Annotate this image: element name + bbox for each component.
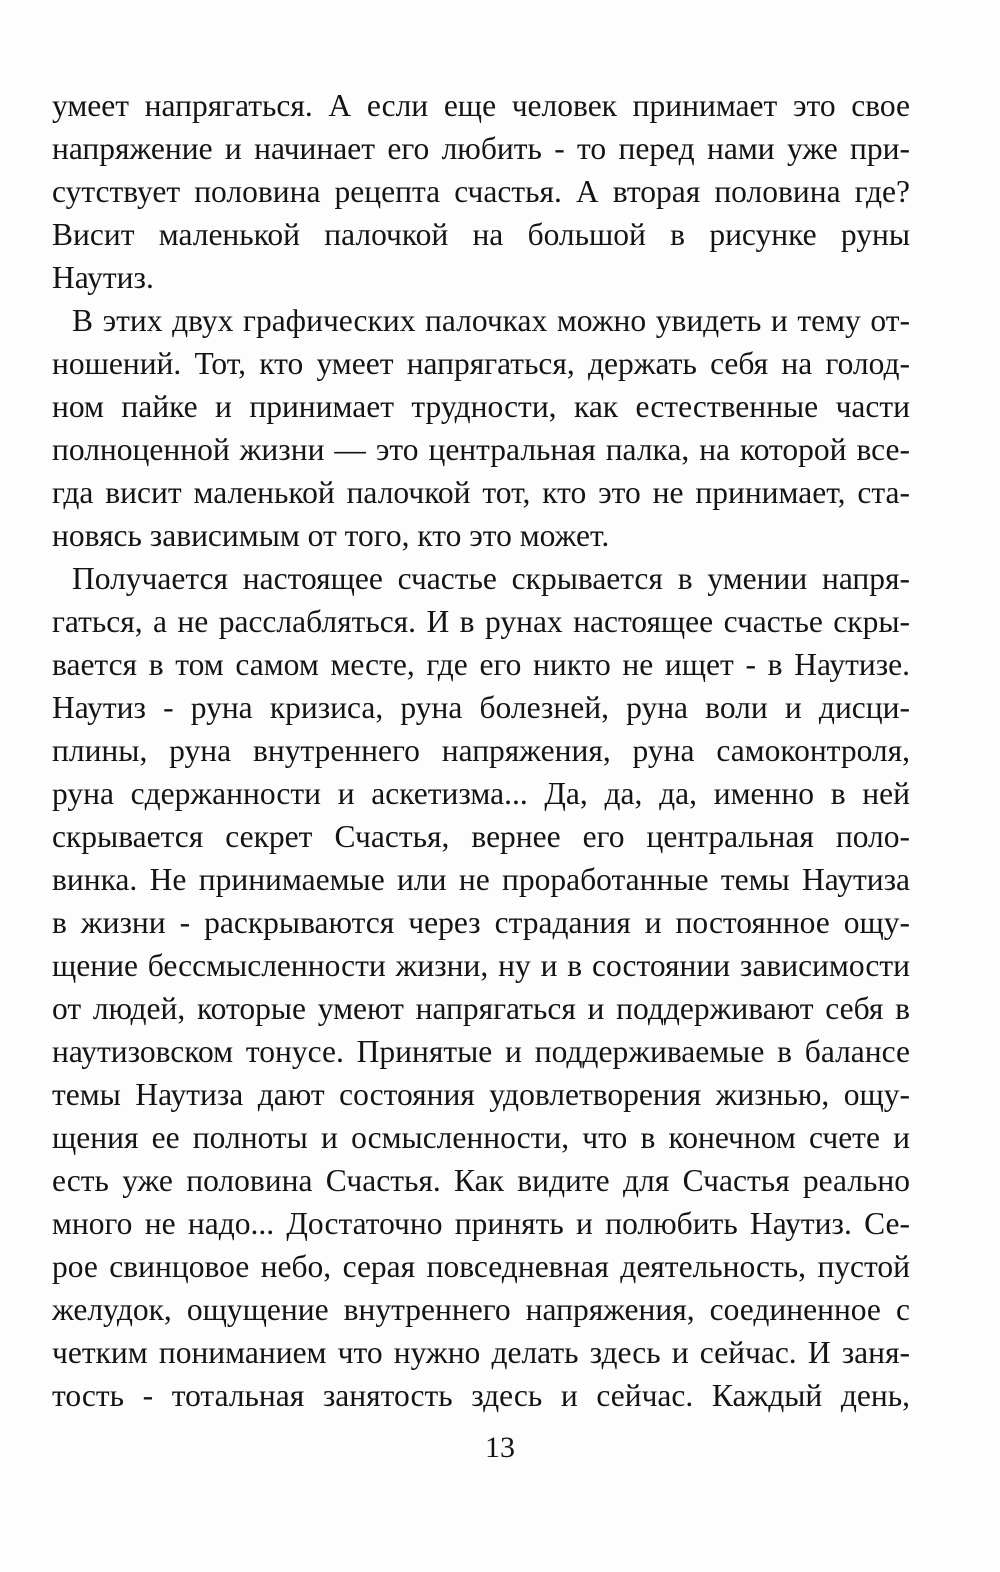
paragraph [52,299,910,557]
text-line: вается в том самом месте, где его никто не ищет - в Наутизе. [52,647,910,682]
body-text [52,84,910,1417]
text-line: щения ее полноты и осмысленности, что в конечном счете и [52,1120,910,1155]
text-line: руна сдержанности и аскетизма... Да, да, да, именно в ней [52,776,910,811]
text-line: от людей, которые умеют напрягаться и поддерживают себя в [52,991,910,1026]
text-line: В этих двух графических палочках можно увидеть и тему от- [72,303,910,338]
page-number: 13 [485,1431,515,1464]
text-line: напряжение и начинает его любить - то перед нами уже при- [52,131,910,166]
text-line: желудок, ощущение внутреннего напряжения, соединенное с [52,1292,910,1327]
text-line: гда висит маленькой палочкой тот, кто это не принимает, ста- [52,475,910,510]
paragraph [52,557,910,1417]
text-line: щение бессмысленности жизни, ну и в состоянии зависимости [52,948,910,983]
text-line: Получается настоящее счастье скрывается в умении напря- [72,561,910,596]
text-line: рое свинцовое небо, серая повседневная деятельность, пустой [52,1249,910,1284]
text-line: скрывается секрет Счастья, вернее его центральная поло- [52,819,910,854]
text-line: ношений. Тот, кто умеет напрягаться, держать себя на голод- [52,346,910,381]
text-line: Наутиз - руна кризиса, руна болезней, руна воли и дисци- [52,690,910,725]
text-line: тость - тотальная занятость здесь и сейчас. Каждый день, [52,1378,910,1413]
text-line: плины, руна внутреннего напряжения, руна самоконтроля, [52,733,910,768]
text-line: есть уже половина Счастья. Как видите для Счастья реально [52,1163,910,1198]
text-line: темы Наутиза дают состояния удовлетворения жизнью, ощу- [52,1077,910,1112]
text-line: наутизовском тонусе. Принятые и поддерживаемые в балансе [52,1034,910,1069]
text-line: в жизни - раскрываются через страдания и постоянное ощу- [52,905,910,940]
text-line: сутствует половина рецепта счастья. А вторая половина где? [52,174,910,209]
text-line: четким пониманием что нужно делать здесь и сейчас. И заня- [52,1335,910,1370]
text-line: много не надо... Достаточно принять и полюбить Наутиз. Се- [52,1206,910,1241]
text-line: полноценной жизни — это центральная палка, на которой все- [52,432,910,467]
text-line: винка. Не принимаемые или не проработанные темы Наутиза [52,862,910,897]
paragraph [52,84,910,299]
text-line: умеет напрягаться. А если еще человек принимает это свое [52,88,910,123]
text-line: гаться, а не расслабляться. И в рунах настоящее счастье скры- [52,604,910,639]
text-line: новясь зависимым от того, кто это может. [52,518,610,553]
text-line: ном пайке и принимает трудности, как естественные части [52,389,910,424]
text-line: Висит маленькой палочкой на большой в рисунке руны [52,217,910,252]
text-line: Наутиз. [52,260,154,295]
